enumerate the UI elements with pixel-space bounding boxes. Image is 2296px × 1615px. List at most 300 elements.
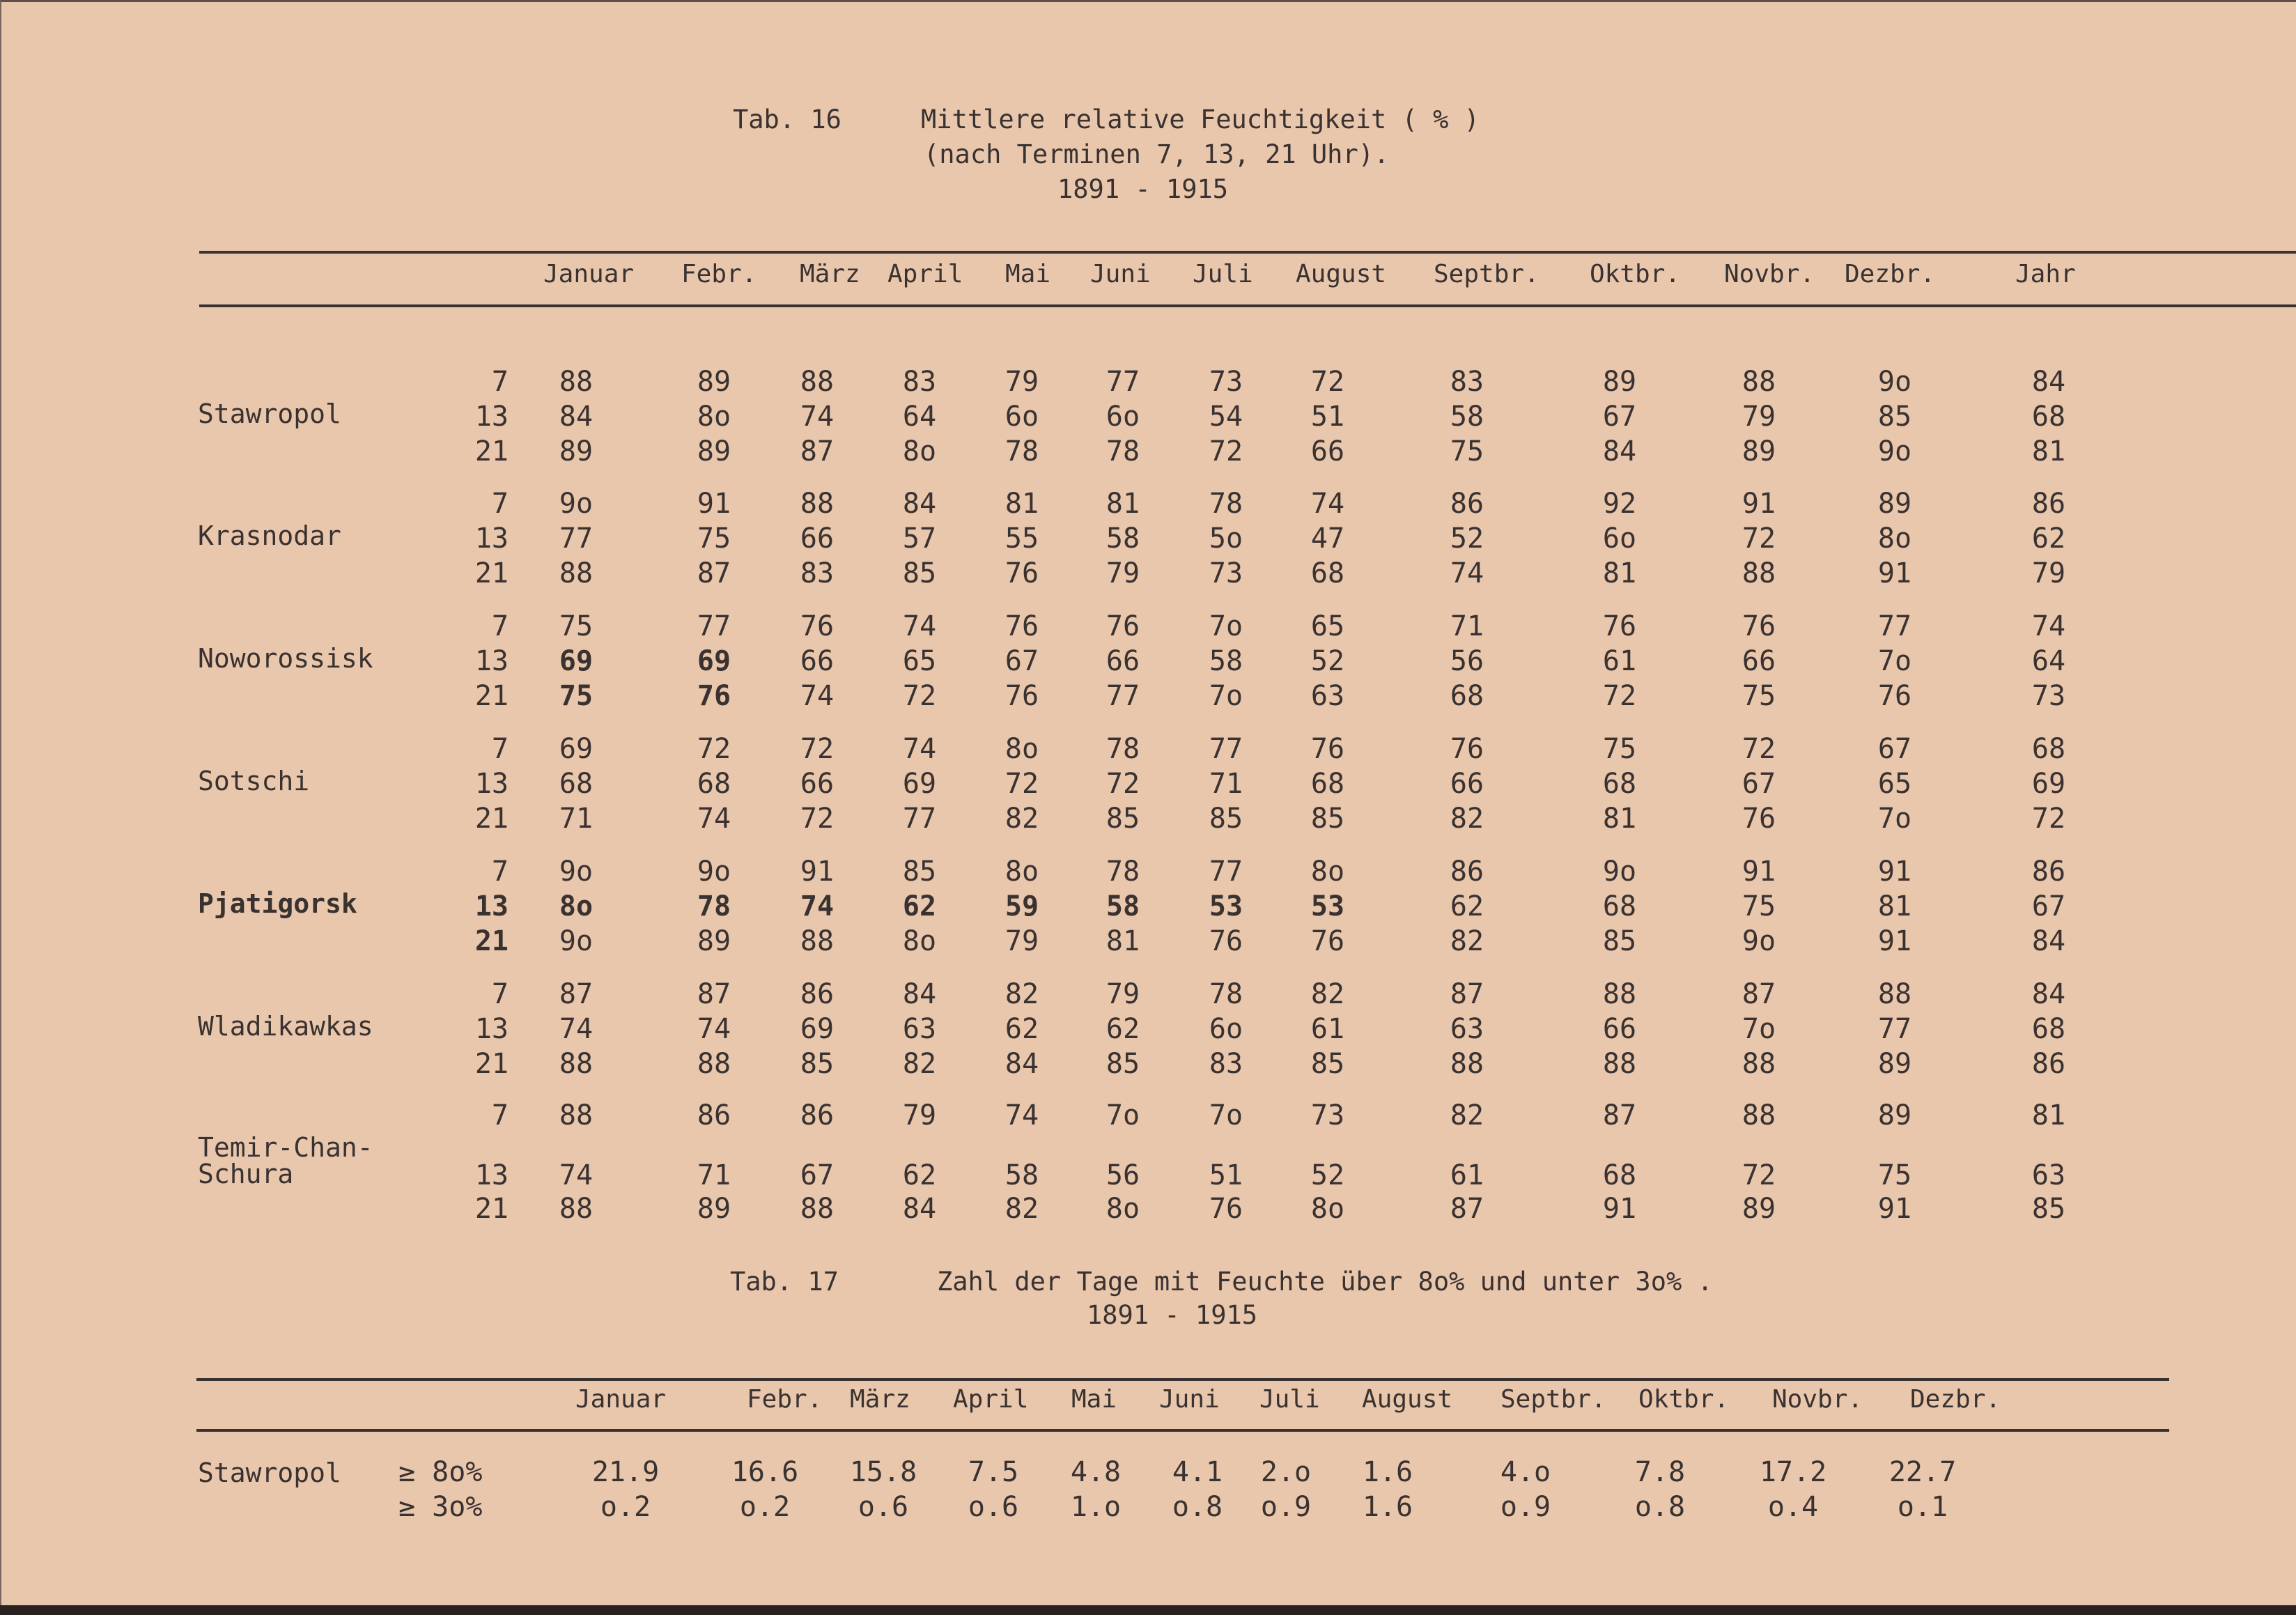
tab16-station-name: Noworossisk	[198, 643, 373, 674]
tab16-cell: 87	[697, 557, 731, 589]
tab16-cell: 68	[1310, 768, 1345, 800]
page-edge	[0, 1605, 2296, 1615]
tab16-term: 21	[474, 1048, 509, 1080]
tab16-cell: 63	[2031, 1159, 2066, 1191]
tab16-cell: 83	[902, 366, 937, 398]
tab16-cell: 68	[2031, 733, 2066, 765]
tab16-cell: 67	[800, 1159, 835, 1191]
tab16-title-line2: (nach Terminen 7, 13, 21 Uhr).	[924, 139, 1390, 169]
tab16-cell: 88	[559, 366, 594, 398]
tab16-station-name: Temir-Chan- Schura	[198, 1132, 373, 1189]
tab17-cell: 4.1	[1172, 1456, 1223, 1488]
tab16-month-header: April	[887, 260, 963, 288]
tab16-cell: 88	[1742, 366, 1776, 398]
tab16-cell: 77	[1209, 733, 1243, 765]
tab16-cell: 89	[697, 435, 731, 468]
tab16-cell: 84	[2031, 366, 2066, 398]
tab16-cell: 84	[902, 488, 937, 520]
tab16-cell: 77	[902, 803, 937, 835]
tab16-cell: 9o	[559, 856, 594, 888]
tab16-month-header: Mai	[1005, 260, 1051, 288]
tab16-cell: 81	[1602, 803, 1637, 835]
tab16-cell: 79	[1106, 978, 1140, 1010]
tab16-cell: 88	[800, 488, 835, 520]
tab16-cell: 9o	[1877, 366, 1912, 398]
tab16-cell: 75	[1742, 890, 1776, 922]
tab16-month-header: August	[1296, 260, 1387, 288]
tab16-cell: 81	[1602, 557, 1637, 589]
tab16-month-header: Jahr	[2015, 260, 2076, 288]
tab16-cell: 69	[559, 645, 594, 677]
tab16-cell: 58	[1106, 523, 1140, 555]
tab17-number: Tab. 17	[730, 1267, 839, 1297]
tab16-cell: 66	[1450, 768, 1484, 800]
tab17-cell: 1.6	[1362, 1491, 1413, 1523]
tab16-cell: 77	[1106, 680, 1140, 712]
tab16-cell: 6o	[1602, 523, 1637, 555]
tab16-cell: 66	[1742, 645, 1776, 677]
tab16-cell: 87	[559, 978, 594, 1010]
tab16-cell: 85	[902, 856, 937, 888]
tab17-years: 1891 - 1915	[1087, 1300, 1258, 1330]
tab16-month-header: März	[800, 260, 860, 288]
tab16-cell: 78	[1106, 856, 1140, 888]
tab16-cell: 74	[800, 401, 835, 433]
tab16-cell: 76	[1602, 610, 1637, 642]
tab16-cell: 61	[1310, 1013, 1345, 1045]
tab16-cell: 75	[697, 523, 731, 555]
tab16-top-rule	[199, 251, 2296, 254]
tab16-cell: 88	[800, 925, 835, 957]
tab16-cell: 58	[1004, 1159, 1039, 1191]
tab16-station-name: Stawropol	[198, 399, 341, 429]
tab16-cell: 66	[800, 523, 835, 555]
tab16-cell: 75	[1450, 435, 1484, 468]
tab16-cell: 69	[902, 768, 937, 800]
tab16-cell: 71	[559, 803, 594, 835]
tab16-cell: 67	[1602, 401, 1637, 433]
tab16-cell: 72	[2031, 803, 2066, 835]
tab16-cell: 85	[1877, 401, 1912, 433]
tab16-cell: 83	[1450, 366, 1484, 398]
tab17-cell: 1.6	[1362, 1456, 1413, 1488]
tab16-cell: 86	[1450, 856, 1484, 888]
tab16-cell: 61	[1602, 645, 1637, 677]
tab16-cell: 91	[1877, 557, 1912, 589]
tab17-cell: o.8	[1172, 1491, 1223, 1523]
tab16-cell: 56	[1106, 1159, 1140, 1191]
tab16-cell: 88	[1742, 557, 1776, 589]
tab16-cell: 72	[902, 680, 937, 712]
tab16-cell: 89	[1877, 1099, 1912, 1131]
tab16-cell: 66	[800, 645, 835, 677]
tab16-cell: 78	[1209, 978, 1243, 1010]
tab16-cell: 76	[800, 610, 835, 642]
tab17-month-header: August	[1362, 1385, 1453, 1414]
tab16-station-name: Sotschi	[198, 766, 310, 796]
tab16-station-name: Krasnodar	[198, 520, 341, 551]
tab16-month-header: Oktbr.	[1590, 260, 1681, 288]
tab16-cell: 67	[1742, 768, 1776, 800]
tab16-cell: 81	[1106, 925, 1140, 957]
tab16-cell: 82	[1004, 1193, 1039, 1225]
tab16-term: 21	[474, 435, 509, 468]
tab16-cell: 82	[1450, 1099, 1484, 1131]
tab16-cell: 79	[902, 1099, 937, 1131]
tab16-cell: 8o	[1310, 1193, 1345, 1225]
tab16-cell: 69	[697, 645, 731, 677]
tab16-cell: 8o	[697, 401, 731, 433]
tab16-cell: 57	[902, 523, 937, 555]
tab16-cell: 65	[902, 645, 937, 677]
tab16-term: 7	[491, 856, 509, 888]
tab16-cell: 87	[697, 978, 731, 1010]
tab16-cell: 74	[800, 680, 835, 712]
tab16-term: 7	[491, 1099, 509, 1131]
tab16-cell: 88	[800, 1193, 835, 1225]
tab16-cell: 6o	[1209, 1013, 1243, 1045]
tab16-cell: 74	[697, 803, 731, 835]
tab16-cell: 79	[1106, 557, 1140, 589]
tab16-cell: 87	[800, 435, 835, 468]
tab16-cell: 74	[1450, 557, 1484, 589]
tab16-cell: 62	[1004, 1013, 1039, 1045]
tab17-month-header: Septbr.	[1500, 1385, 1606, 1414]
tab17-cell: o.9	[1260, 1491, 1312, 1523]
tab16-cell: 91	[1742, 488, 1776, 520]
tab17-month-header: Oktbr.	[1638, 1385, 1730, 1414]
tab17-cell: o.6	[858, 1491, 909, 1523]
tab16-month-header: Febr.	[681, 260, 757, 288]
tab16-cell: 77	[1877, 610, 1912, 642]
tab16-cell: 85	[800, 1048, 835, 1080]
tab16-cell: 7o	[1209, 1099, 1243, 1131]
tab16-cell: 8o	[902, 925, 937, 957]
tab16-cell: 87	[1742, 978, 1776, 1010]
tab16-cell: 78	[1106, 733, 1140, 765]
tab16-cell: 72	[1742, 733, 1776, 765]
tab16-cell: 92	[1602, 488, 1637, 520]
tab16-cell: 62	[1106, 1013, 1140, 1045]
tab16-cell: 79	[1004, 366, 1039, 398]
tab17-month-header: März	[850, 1385, 910, 1414]
tab16-cell: 66	[800, 768, 835, 800]
tab16-cell: 76	[1004, 557, 1039, 589]
tab16-cell: 8o	[1004, 856, 1039, 888]
tab17-cell: 7.8	[1634, 1456, 1686, 1488]
tab16-cell: 76	[1004, 680, 1039, 712]
tab16-cell: 59	[1004, 890, 1039, 922]
tab16-cell: 82	[1310, 978, 1345, 1010]
tab16-cell: 83	[800, 557, 835, 589]
tab16-cell: 88	[1602, 978, 1637, 1010]
tab16-cell: 82	[1004, 978, 1039, 1010]
tab16-cell: 56	[1450, 645, 1484, 677]
tab17-month-header: Febr.	[747, 1385, 823, 1414]
tab16-cell: 63	[902, 1013, 937, 1045]
tab16-cell: 89	[697, 925, 731, 957]
tab16-cell: 89	[1877, 1048, 1912, 1080]
tab17-cell: 4.8	[1070, 1456, 1122, 1488]
tab16-cell: 85	[1310, 1048, 1345, 1080]
tab16-cell: 68	[1602, 768, 1637, 800]
tab16-cell: 67	[1877, 733, 1912, 765]
tab16-cell: 68	[1450, 680, 1484, 712]
tab16-cell: 88	[1742, 1099, 1776, 1131]
tab16-cell: 78	[1004, 435, 1039, 468]
tab16-cell: 82	[902, 1048, 937, 1080]
tab16-cell: 9o	[559, 488, 594, 520]
tab16-cell: 82	[1004, 803, 1039, 835]
tab16-cell: 76	[1877, 680, 1912, 712]
tab16-cell: 74	[697, 1013, 731, 1045]
tab16-month-header: Juni	[1090, 260, 1151, 288]
tab16-cell: 52	[1310, 645, 1345, 677]
tab16-cell: 73	[1209, 366, 1243, 398]
tab16-cell: 74	[902, 733, 937, 765]
tab16-cell: 7o	[1106, 1099, 1140, 1131]
tab16-cell: 8o	[1877, 523, 1912, 555]
tab16-cell: 88	[1742, 1048, 1776, 1080]
tab17-cell: 22.7	[1888, 1456, 1957, 1488]
tab16-cell: 91	[1877, 1193, 1912, 1225]
tab16-term: 21	[474, 680, 509, 712]
tab16-cell: 82	[1450, 803, 1484, 835]
tab16-cell: 75	[1877, 1159, 1912, 1191]
tab16-cell: 9o	[1877, 435, 1912, 468]
tab16-cell: 7o	[1742, 1013, 1776, 1045]
tab16-cell: 87	[1450, 978, 1484, 1010]
tab16-term: 7	[491, 978, 509, 1010]
tab16-cell: 76	[1310, 925, 1345, 957]
tab16-cell: 86	[697, 1099, 731, 1131]
tab16-cell: 75	[1602, 733, 1637, 765]
tab16-cell: 68	[559, 768, 594, 800]
tab16-cell: 72	[1602, 680, 1637, 712]
tab17-month-header: Juni	[1159, 1385, 1220, 1414]
tab16-cell: 91	[1877, 925, 1912, 957]
tab16-cell: 74	[559, 1159, 594, 1191]
tab16-term: 13	[474, 401, 509, 433]
tab17-cell: o.6	[968, 1491, 1019, 1523]
tab16-cell: 63	[1310, 680, 1345, 712]
tab16-term: 7	[491, 733, 509, 765]
tab16-cell: 89	[697, 366, 731, 398]
tab16-cell: 76	[1742, 610, 1776, 642]
tab16-cell: 72	[1742, 523, 1776, 555]
tab16-cell: 7o	[1877, 645, 1912, 677]
tab16-cell: 7o	[1209, 610, 1243, 642]
tab16-cell: 88	[559, 1099, 594, 1131]
tab16-cell: 9o	[697, 856, 731, 888]
tab16-cell: 51	[1310, 401, 1345, 433]
tab16-cell: 65	[1310, 610, 1345, 642]
tab16-cell: 84	[1004, 1048, 1039, 1080]
tab17-cell: o.2	[739, 1491, 791, 1523]
tab16-cell: 66	[1602, 1013, 1637, 1045]
tab16-cell: 5o	[1209, 523, 1243, 555]
tab17-cell: o.8	[1634, 1491, 1686, 1523]
tab16-term: 21	[474, 1193, 509, 1225]
tab16-cell: 72	[1209, 435, 1243, 468]
tab16-term: 21	[474, 803, 509, 835]
tab17-station-name: Stawropol	[198, 1458, 341, 1488]
tab16-cell: 89	[1877, 488, 1912, 520]
tab16-cell: 81	[2031, 435, 2066, 468]
tab16-cell: 81	[1004, 488, 1039, 520]
tab16-cell: 85	[1106, 803, 1140, 835]
tab17-cell: 2.o	[1260, 1456, 1312, 1488]
tab16-cell: 85	[1310, 803, 1345, 835]
tab16-cell: 77	[697, 610, 731, 642]
tab17-cell: o.1	[1897, 1491, 1948, 1523]
tab16-cell: 63	[1450, 1013, 1484, 1045]
tab16-cell: 72	[1742, 1159, 1776, 1191]
tab16-cell: 6o	[1004, 401, 1039, 433]
tab16-month-header: Novbr.	[1724, 260, 1815, 288]
tab16-cell: 91	[1877, 856, 1912, 888]
tab16-cell: 79	[1004, 925, 1039, 957]
tab16-cell: 76	[697, 680, 731, 712]
tab16-cell: 91	[1602, 1193, 1637, 1225]
tab16-cell: 88	[800, 366, 835, 398]
tab16-cell: 58	[1106, 890, 1140, 922]
tab16-cell: 74	[1004, 1099, 1039, 1131]
tab16-years: 1891 - 1915	[1057, 174, 1229, 204]
tab16-term: 7	[491, 610, 509, 642]
tab16-cell: 86	[2031, 1048, 2066, 1080]
tab17-title: Zahl der Tage mit Feuchte über 8o% und unter 3o% .	[937, 1267, 1713, 1297]
tab16-cell: 72	[800, 733, 835, 765]
tab16-term: 7	[491, 366, 509, 398]
tab16-cell: 91	[697, 488, 731, 520]
tab17-month-header: Novbr.	[1772, 1385, 1863, 1414]
tab16-cell: 89	[1602, 366, 1637, 398]
tab16-cell: 88	[1877, 978, 1912, 1010]
tab16-cell: 7o	[1877, 803, 1912, 835]
tab16-term: 13	[474, 645, 509, 677]
tab16-cell: 61	[1450, 1159, 1484, 1191]
tab16-cell: 8o	[1106, 1193, 1140, 1225]
tab16-cell: 58	[1450, 401, 1484, 433]
tab16-cell: 68	[1602, 890, 1637, 922]
tab16-month-header: Septbr.	[1434, 260, 1539, 288]
tab16-cell: 77	[1106, 366, 1140, 398]
tab16-cell: 8o	[1310, 856, 1345, 888]
tab16-term: 21	[474, 925, 509, 957]
tab17-cell: 1.o	[1070, 1491, 1122, 1523]
tab16-cell: 78	[697, 890, 731, 922]
tab16-cell: 62	[902, 1159, 937, 1191]
tab16-cell: 71	[697, 1159, 731, 1191]
tab16-header-rule	[199, 304, 2296, 307]
tab16-cell: 67	[2031, 890, 2066, 922]
tab16-cell: 73	[1209, 557, 1243, 589]
tab16-cell: 86	[800, 1099, 835, 1131]
tab16-cell: 85	[1602, 925, 1637, 957]
tab17-threshold: ≥ 3o%	[398, 1491, 483, 1523]
tab16-cell: 73	[1310, 1099, 1345, 1131]
tab17-month-header: Mai	[1071, 1385, 1117, 1414]
tab16-cell: 88	[1602, 1048, 1637, 1080]
tab16-cell: 69	[2031, 768, 2066, 800]
tab16-cell: 76	[1310, 733, 1345, 765]
tab16-cell: 66	[1310, 435, 1345, 468]
tab16-cell: 68	[2031, 401, 2066, 433]
tab16-cell: 89	[559, 435, 594, 468]
tab16-title-line1: Mittlere relative Feuchtigkeit ( % )	[921, 105, 1480, 134]
tab16-cell: 53	[1310, 890, 1345, 922]
tab16-cell: 53	[1209, 890, 1243, 922]
tab16-cell: 74	[559, 1013, 594, 1045]
tab16-cell: 72	[1004, 768, 1039, 800]
tab16-cell: 52	[1450, 523, 1484, 555]
tab16-cell: 67	[1004, 645, 1039, 677]
tab16-cell: 78	[1106, 435, 1140, 468]
tab16-station-name: Wladikawkas	[198, 1011, 373, 1042]
tab16-cell: 62	[1450, 890, 1484, 922]
tab16-term: 13	[474, 523, 509, 555]
tab16-cell: 71	[1209, 768, 1243, 800]
tab17-threshold: ≥ 8o%	[398, 1456, 483, 1488]
tab16-number: Tab. 16	[733, 105, 841, 134]
tab16-cell: 86	[1450, 488, 1484, 520]
tab16-station-name: Pjatigorsk	[198, 888, 357, 919]
tab16-cell: 83	[1209, 1048, 1243, 1080]
tab16-cell: 84	[902, 978, 937, 1010]
tab16-cell: 87	[1602, 1099, 1637, 1131]
tab16-cell: 72	[1310, 366, 1345, 398]
tab17-month-header: Juli	[1259, 1385, 1320, 1414]
tab16-cell: 84	[559, 401, 594, 433]
tab16-cell: 64	[902, 401, 937, 433]
tab16-cell: 75	[559, 610, 594, 642]
tab16-cell: 81	[2031, 1099, 2066, 1131]
tab17-month-header: Dezbr.	[1910, 1385, 2001, 1414]
tab17-top-rule	[196, 1378, 2169, 1381]
tab16-cell: 51	[1209, 1159, 1243, 1191]
tab16-cell: 84	[1602, 435, 1637, 468]
tab16-cell: 58	[1209, 645, 1243, 677]
tab16-cell: 66	[1106, 645, 1140, 677]
tab16-cell: 55	[1004, 523, 1039, 555]
tab17-cell: o.4	[1767, 1491, 1819, 1523]
tab16-cell: 62	[902, 890, 937, 922]
tab17-cell: o.9	[1500, 1491, 1551, 1523]
tab16-cell: 9o	[1742, 925, 1776, 957]
tab16-cell: 85	[1209, 803, 1243, 835]
tab17-cell: 7.5	[968, 1456, 1019, 1488]
tab16-cell: 73	[2031, 680, 2066, 712]
tab17-month-header: Januar	[575, 1385, 667, 1414]
tab16-cell: 72	[697, 733, 731, 765]
tab16-cell: 8o	[902, 435, 937, 468]
tab16-cell: 91	[800, 856, 835, 888]
tab16-term: 7	[491, 488, 509, 520]
tab16-cell: 85	[902, 557, 937, 589]
tab17-cell: 17.2	[1759, 1456, 1827, 1488]
tab16-cell: 77	[1209, 856, 1243, 888]
tab16-cell: 89	[697, 1193, 731, 1225]
tab16-cell: 75	[1742, 680, 1776, 712]
tab16-cell: 64	[2031, 645, 2066, 677]
tab16-term: 13	[474, 1159, 509, 1191]
tab16-cell: 86	[2031, 856, 2066, 888]
tab16-cell: 76	[1742, 803, 1776, 835]
tab16-cell: 86	[800, 978, 835, 1010]
tab16-cell: 87	[1450, 1193, 1484, 1225]
tab16-cell: 91	[1742, 856, 1776, 888]
